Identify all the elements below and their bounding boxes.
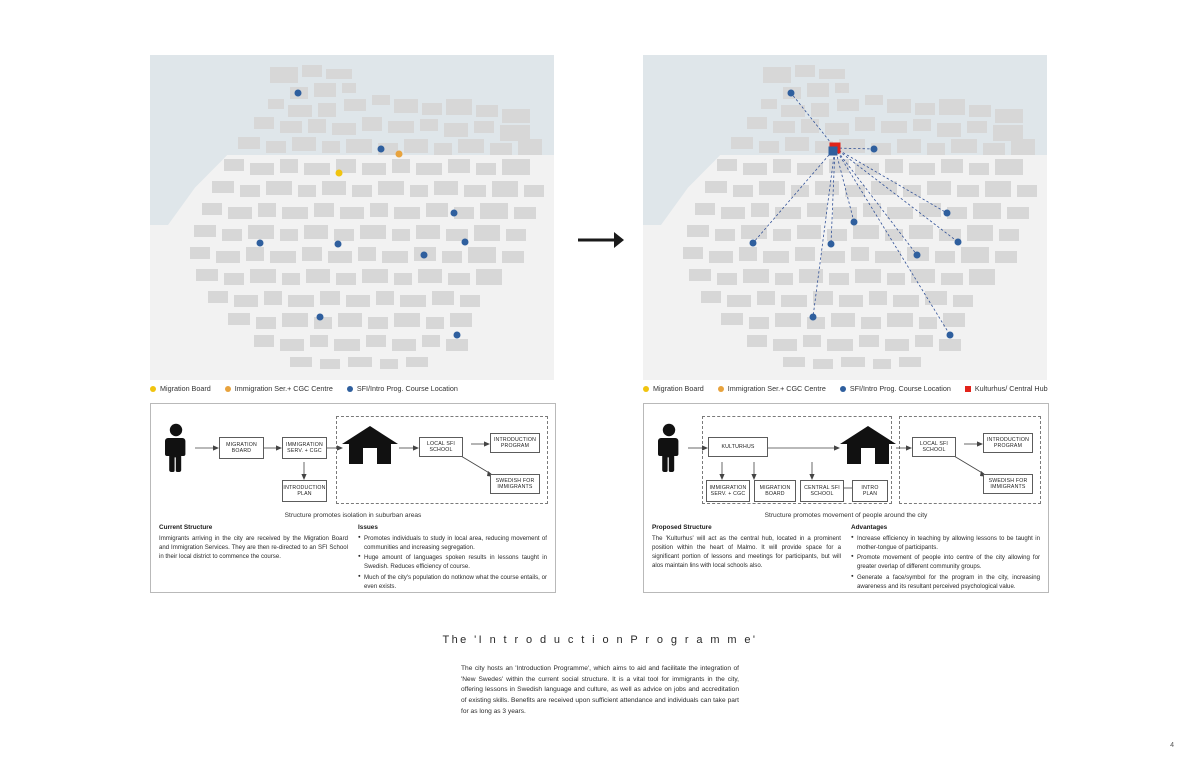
map-marker-blue [955, 239, 962, 246]
list-item: ● Generate a face/symbol for the program in the city, increasing awareness and its resultant perceived psychological value. [851, 573, 1040, 591]
column-issues [358, 524, 547, 592]
caption-proposed: Structure promotes movement of people around the city [764, 512, 928, 519]
legend-swatch-icon [225, 386, 231, 392]
heading-current-structure: Current Structure [159, 524, 213, 531]
column-current-structure [159, 524, 348, 592]
legend-item [718, 384, 826, 393]
map-marker-blue [335, 241, 342, 248]
box-swedish-for-immigrants: SWEDISH FOR IMMIGRANTS [490, 474, 540, 494]
flow-diagram-current [151, 404, 555, 516]
legend-label: Migration Board [653, 384, 704, 393]
list-item: ● Increase efficiency in teaching by allowing lessons to be taught in mother-tongue of participants. [851, 534, 1040, 552]
flow-connectors-current [151, 404, 555, 516]
map-marker-blue [378, 146, 385, 153]
diagram-current-structure [150, 403, 556, 593]
hub-connection-lines [643, 55, 1047, 380]
issues-list [358, 534, 547, 591]
legend-swatch-icon [643, 386, 649, 392]
column-proposed-structure [652, 524, 841, 592]
legend-swatch-icon [965, 386, 971, 392]
map-marker-blue [947, 332, 954, 339]
legend-label: Immigration Ser.+ CGC Centre [234, 384, 333, 393]
flow-connectors-proposed [644, 404, 1048, 516]
legend-item [965, 384, 1048, 393]
box-introduction-program: INTRODUCTION PROGRAM [490, 433, 540, 453]
page-title: The 'I n t r o d u c t i o n P r o g r a m m e' [442, 634, 758, 646]
map-marker-blue [750, 240, 757, 247]
map-marker-blue [828, 241, 835, 248]
legend-label: Migration Board [160, 384, 211, 393]
heading-proposed-structure: Proposed Structure [652, 524, 712, 531]
diagram-proposed-structure [643, 403, 1049, 593]
box-immigration-serv-cgc: IMMIGRATION SERV. + CGC [282, 437, 327, 459]
list-item: ● Much of the city's population do notknow what the course entails, or even exists. [358, 573, 547, 591]
map-marker-blue [788, 90, 795, 97]
text-columns-current [159, 524, 547, 592]
legend-label: SFI/Intro Prog. Course Location [356, 384, 458, 393]
map-current-structure [150, 55, 554, 380]
box-intro-plan: INTRO PLAN [852, 480, 888, 502]
map-marker-blue [454, 332, 461, 339]
legend-item [347, 384, 458, 393]
column-advantages [851, 524, 1040, 592]
city-blocks-left [150, 55, 554, 380]
text-columns-proposed [652, 524, 1040, 592]
legend-swatch-icon [840, 386, 846, 392]
map-marker-hub-node [829, 147, 838, 156]
box-swedish-for-immigrants: SWEDISH FOR IMMIGRANTS [983, 474, 1033, 494]
legend-item [150, 384, 211, 393]
legend-label: Kulturhus/ Central Hub [974, 384, 1048, 393]
legend-item [225, 384, 333, 393]
box-migration-board: MIGRATION BOARD [219, 437, 264, 459]
transition-arrow [578, 228, 624, 252]
heading-issues: Issues [358, 524, 378, 531]
map-proposed-structure [643, 55, 1047, 380]
box-kulturhus: KULTURHUS [708, 437, 768, 457]
box-central-sfi-school: CENTRAL SFI SCHOOL [800, 480, 844, 502]
legend-swatch-icon [347, 386, 353, 392]
legend-swatch-icon [150, 386, 156, 392]
legend-swatch-icon [718, 386, 724, 392]
urban-fabric-left [150, 55, 554, 380]
map-marker-orange [396, 151, 403, 158]
map-marker-yellow [336, 170, 343, 177]
box-local-sfi-school: LOCAL SFI SCHOOL [912, 437, 956, 457]
legend-label: Immigration Ser.+ CGC Centre [727, 384, 826, 393]
list-item: ● Promote movement of people into centre of the city allowing for greater overlap of different community groups. [851, 553, 1040, 571]
legend-label: SFI/Intro Prog. Course Location [849, 384, 951, 393]
list-item: ● Huge amount of languages spoken results in lessons taught in Swedish. Reduces efficiency of course. [358, 553, 547, 571]
advantages-list [851, 534, 1040, 591]
map-marker-blue [944, 210, 951, 217]
map-marker-blue [317, 314, 324, 321]
flow-diagram-proposed [644, 404, 1048, 516]
map-marker-blue [451, 210, 458, 217]
page-number: 4 [1170, 742, 1174, 749]
box-introduction-program: INTRODUCTION PROGRAM [983, 433, 1033, 453]
body-current-structure: Immigrants arriving in the city are received by the Migration Board and Immigration Services. They are then re-directed to an SFI School in their local district to commence the course. [159, 535, 348, 561]
map-marker-blue [871, 146, 878, 153]
map-marker-blue [914, 252, 921, 259]
box-migration-board: MIGRATION BOARD [754, 480, 796, 502]
list-item: ● Promotes individuals to study in local area, reducing movement of communities and increasing segregation. [358, 534, 547, 552]
map-marker-blue [851, 219, 858, 226]
map-marker-blue [295, 90, 302, 97]
map-marker-blue [257, 240, 264, 247]
legend-current [150, 384, 458, 393]
map-marker-blue [810, 314, 817, 321]
heading-advantages: Advantages [851, 524, 888, 531]
legend-item [643, 384, 704, 393]
map-marker-blue [421, 252, 428, 259]
map-marker-blue [462, 239, 469, 246]
legend-item [840, 384, 951, 393]
caption-current: Structure promotes isolation in suburban areas [284, 512, 422, 519]
box-introduction-plan: INTRODUCTION PLAN [282, 480, 327, 502]
box-immigration-serv-cgc: IMMIGRATION SERV. + CGC [706, 480, 750, 502]
box-local-sfi-school: LOCAL SFI SCHOOL [419, 437, 463, 457]
legend-proposed [643, 384, 1048, 393]
intro-programme-paragraph: The city hosts an 'Introduction Programme', which aims to aid and facilitate the integration of 'New Swedes' within the current social structure. It is a vital tool for immigrants in the city, offering lessons in Swedish language and culture, as well as advice on jobs and accreditation of existing skills. Benefits are received upon sufficient attendance and individuals can take part for as long as 3 years. [461, 665, 739, 715]
body-proposed-structure: The 'Kulturhus' will act as the central hub, located in a prominent position within the heart of Malmo. It will provide space for a significant portion of lessons and meetings for participants, but will alos maintain lins with local schools also. [652, 535, 841, 570]
